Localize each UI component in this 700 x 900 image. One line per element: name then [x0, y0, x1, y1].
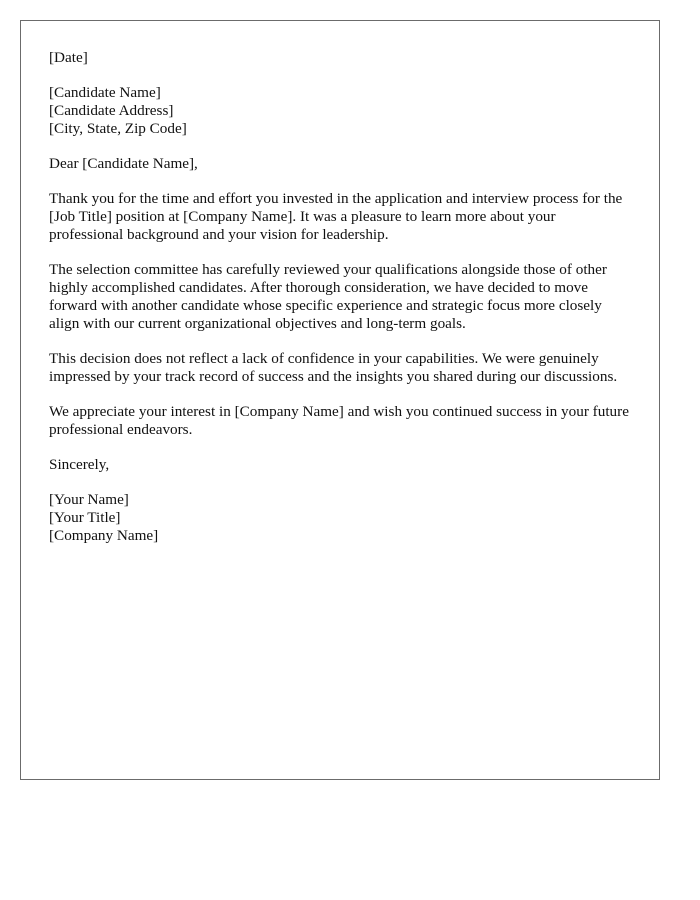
letter-page — [20, 20, 660, 780]
recipient-city-state-zip: [City, State, Zip Code] — [49, 120, 187, 137]
recipient-address: [Candidate Address] — [49, 102, 174, 119]
letter-date: [Date] — [49, 49, 88, 66]
signature-company: [Company Name] — [49, 527, 159, 544]
closing: Sincerely, — [49, 456, 110, 473]
signature-block — [49, 491, 631, 545]
body-paragraph-4: We appreciate your interest in [Company Name] and wish you continued success in your future professional endeavors. — [49, 403, 629, 438]
recipient-block — [49, 84, 631, 138]
signature-name: [Your Name] — [49, 491, 129, 508]
body-paragraph-2: The selection committee has carefully reviewed your qualifications alongside those of other highly accomplished candidates. After thorough consideration, we have decided to move forward with another candidate whose specific experience and strategic focus more closely align with our current organizational objectives and long-term goals. — [49, 261, 607, 332]
body-paragraph-3: This decision does not reflect a lack of confidence in your capabilities. We were genuinely impressed by your track record of success and the insights you shared during our discussions. — [49, 350, 618, 385]
signature-title: [Your Title] — [49, 509, 121, 526]
salutation: Dear [Candidate Name], — [49, 155, 198, 172]
body-paragraph-1: Thank you for the time and effort you invested in the application and interview process for the [Job Title] position at [Company Name]. It was a pleasure to learn more about your professional background and your vision for leadership. — [49, 190, 623, 243]
recipient-name: [Candidate Name] — [49, 84, 161, 101]
